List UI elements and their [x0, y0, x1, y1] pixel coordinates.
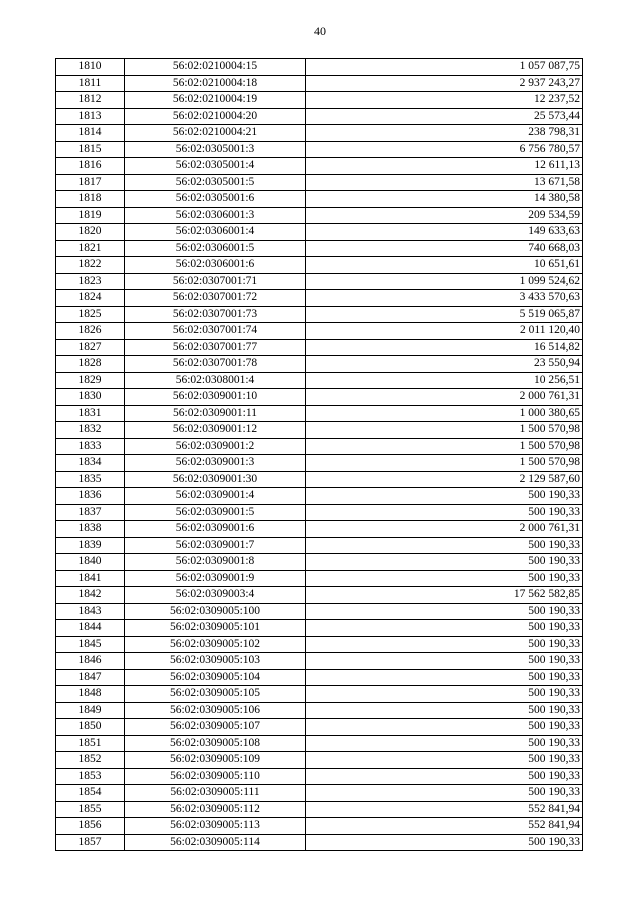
table-row [56, 422, 583, 439]
table-row [56, 273, 583, 290]
table-row [56, 570, 583, 587]
table-row [56, 455, 583, 472]
cadastral-number-cell: 56:02:0309001:7 [125, 537, 306, 554]
row-number-cell: 1854 [56, 785, 125, 802]
cadastral-value-cell: 500 190,33 [306, 752, 583, 769]
table-row [56, 372, 583, 389]
table-row [56, 191, 583, 208]
row-number-cell: 1822 [56, 257, 125, 274]
cadastral-number-cell: 56:02:0309001:9 [125, 570, 306, 587]
table-row [56, 785, 583, 802]
row-number-cell: 1814 [56, 125, 125, 142]
cadastral-number-cell: 56:02:0307001:77 [125, 339, 306, 356]
cadastral-number-cell: 56:02:0306001:5 [125, 240, 306, 257]
cadastral-value-cell: 12 237,52 [306, 92, 583, 109]
row-number-cell: 1827 [56, 339, 125, 356]
cadastral-value-cell: 500 190,33 [306, 719, 583, 736]
cadastral-number-cell: 56:02:0308001:4 [125, 372, 306, 389]
cadastral-number-cell: 56:02:0309001:11 [125, 405, 306, 422]
cadastral-value-cell: 740 668,03 [306, 240, 583, 257]
page-number: 40 [314, 24, 326, 38]
cadastral-number-cell: 56:02:0309005:105 [125, 686, 306, 703]
row-number-cell: 1837 [56, 504, 125, 521]
cadastral-number-cell: 56:02:0309001:12 [125, 422, 306, 439]
table-row [56, 389, 583, 406]
table-row [56, 240, 583, 257]
cadastral-number-cell: 56:02:0309005:111 [125, 785, 306, 802]
row-number-cell: 1835 [56, 471, 125, 488]
cadastral-number-cell: 56:02:0309001:8 [125, 554, 306, 571]
row-number-cell: 1853 [56, 768, 125, 785]
cadastral-value-cell: 2 129 587,60 [306, 471, 583, 488]
row-number-cell: 1842 [56, 587, 125, 604]
cadastral-number-cell: 56:02:0305001:4 [125, 158, 306, 175]
cadastral-value-cell: 500 190,33 [306, 669, 583, 686]
cadastral-number-cell: 56:02:0305001:5 [125, 174, 306, 191]
cadastral-number-cell: 56:02:0309005:100 [125, 603, 306, 620]
table-row [56, 339, 583, 356]
cadastral-value-cell: 500 190,33 [306, 504, 583, 521]
cadastral-value-cell: 500 190,33 [306, 636, 583, 653]
row-number-cell: 1850 [56, 719, 125, 736]
row-number-cell: 1843 [56, 603, 125, 620]
cadastral-value-cell: 500 190,33 [306, 570, 583, 587]
table-row [56, 521, 583, 538]
cadastral-number-cell: 56:02:0309003:4 [125, 587, 306, 604]
cadastral-number-cell: 56:02:0309005:110 [125, 768, 306, 785]
cadastral-value-cell: 1 099 524,62 [306, 273, 583, 290]
table-row [56, 174, 583, 191]
row-number-cell: 1839 [56, 537, 125, 554]
cadastral-value-cell: 500 190,33 [306, 488, 583, 505]
cadastral-value-cell: 12 611,13 [306, 158, 583, 175]
table-row [56, 405, 583, 422]
cadastral-number-cell: 56:02:0307001:71 [125, 273, 306, 290]
cadastral-number-cell: 56:02:0309001:30 [125, 471, 306, 488]
cadastral-value-cell: 500 190,33 [306, 702, 583, 719]
cadastral-value-cell: 1 057 087,75 [306, 59, 583, 76]
table-row [56, 108, 583, 125]
table-row [56, 75, 583, 92]
cadastral-number-cell: 56:02:0309001:10 [125, 389, 306, 406]
row-number-cell: 1838 [56, 521, 125, 538]
cadastral-number-cell: 56:02:0306001:4 [125, 224, 306, 241]
row-number-cell: 1832 [56, 422, 125, 439]
cadastral-number-cell: 56:02:0309001:6 [125, 521, 306, 538]
cadastral-number-cell: 56:02:0309001:3 [125, 455, 306, 472]
cadastral-number-cell: 56:02:0309005:114 [125, 834, 306, 851]
cadastral-number-cell: 56:02:0210004:15 [125, 59, 306, 76]
cadastral-number-cell: 56:02:0307001:72 [125, 290, 306, 307]
cadastral-number-cell: 56:02:0307001:73 [125, 306, 306, 323]
table-row [56, 735, 583, 752]
table-body [56, 59, 583, 851]
cadastral-number-cell: 56:02:0309005:109 [125, 752, 306, 769]
cadastral-value-cell: 1 500 570,98 [306, 422, 583, 439]
row-number-cell: 1815 [56, 141, 125, 158]
cadastral-number-cell: 56:02:0210004:19 [125, 92, 306, 109]
row-number-cell: 1829 [56, 372, 125, 389]
cadastral-value-cell: 500 190,33 [306, 653, 583, 670]
cadastral-value-cell: 16 514,82 [306, 339, 583, 356]
table-row [56, 224, 583, 241]
cadastral-value-cell: 500 190,33 [306, 554, 583, 571]
row-number-cell: 1857 [56, 834, 125, 851]
cadastral-number-cell: 56:02:0305001:6 [125, 191, 306, 208]
table-row [56, 818, 583, 835]
row-number-cell: 1841 [56, 570, 125, 587]
row-number-cell: 1825 [56, 306, 125, 323]
row-number-cell: 1851 [56, 735, 125, 752]
table-row [56, 438, 583, 455]
cadastral-value-cell: 1 500 570,98 [306, 438, 583, 455]
row-number-cell: 1846 [56, 653, 125, 670]
table-row [56, 356, 583, 373]
table-row [56, 719, 583, 736]
row-number-cell: 1824 [56, 290, 125, 307]
cadastral-number-cell: 56:02:0309001:5 [125, 504, 306, 521]
table-row [56, 92, 583, 109]
cadastral-value-cell: 500 190,33 [306, 686, 583, 703]
cadastral-value-cell: 1 000 380,65 [306, 405, 583, 422]
row-number-cell: 1855 [56, 801, 125, 818]
row-number-cell: 1810 [56, 59, 125, 76]
cadastral-number-cell: 56:02:0210004:18 [125, 75, 306, 92]
table-row [56, 603, 583, 620]
table-row [56, 768, 583, 785]
table-row [56, 686, 583, 703]
row-number-cell: 1826 [56, 323, 125, 340]
row-number-cell: 1830 [56, 389, 125, 406]
row-number-cell: 1833 [56, 438, 125, 455]
row-number-cell: 1820 [56, 224, 125, 241]
row-number-cell: 1817 [56, 174, 125, 191]
cadastral-value-cell: 6 756 780,57 [306, 141, 583, 158]
cadastral-number-cell: 56:02:0309005:103 [125, 653, 306, 670]
cadastral-number-cell: 56:02:0309001:2 [125, 438, 306, 455]
table-row [56, 834, 583, 851]
cadastral-value-cell: 149 633,63 [306, 224, 583, 241]
table-row [56, 504, 583, 521]
cadastral-value-cell: 10 256,51 [306, 372, 583, 389]
table-row [56, 636, 583, 653]
cadastral-value-cell: 25 573,44 [306, 108, 583, 125]
cadastral-value-cell: 23 550,94 [306, 356, 583, 373]
row-number-cell: 1823 [56, 273, 125, 290]
table-row [56, 323, 583, 340]
cadastral-value-cell: 500 190,33 [306, 768, 583, 785]
cadastral-value-cell: 2 011 120,40 [306, 323, 583, 340]
cadastral-value-cell: 238 798,31 [306, 125, 583, 142]
row-number-cell: 1856 [56, 818, 125, 835]
row-number-cell: 1831 [56, 405, 125, 422]
table-row [56, 290, 583, 307]
cadastral-value-cell: 500 190,33 [306, 620, 583, 637]
cadastral-number-cell: 56:02:0210004:20 [125, 108, 306, 125]
cadastral-value-cell: 500 190,33 [306, 537, 583, 554]
table-row [56, 702, 583, 719]
cadastral-value-cell: 500 190,33 [306, 735, 583, 752]
cadastral-number-cell: 56:02:0309005:112 [125, 801, 306, 818]
table-row [56, 207, 583, 224]
table-row [56, 537, 583, 554]
table-row [56, 306, 583, 323]
cadastral-number-cell: 56:02:0309005:101 [125, 620, 306, 637]
cadastral-value-cell: 10 651,61 [306, 257, 583, 274]
cadastral-number-cell: 56:02:0309005:102 [125, 636, 306, 653]
cadastral-number-cell: 56:02:0309001:4 [125, 488, 306, 505]
cadastral-number-cell: 56:02:0309005:107 [125, 719, 306, 736]
row-number-cell: 1852 [56, 752, 125, 769]
cadastral-value-cell: 17 562 582,85 [306, 587, 583, 604]
table-row [56, 59, 583, 76]
cadastral-number-cell: 56:02:0309005:108 [125, 735, 306, 752]
row-number-cell: 1821 [56, 240, 125, 257]
cadastral-value-cell: 552 841,94 [306, 801, 583, 818]
cadastral-value-cell: 500 190,33 [306, 834, 583, 851]
cadastral-value-cell: 14 380,58 [306, 191, 583, 208]
cadastral-number-cell: 56:02:0306001:3 [125, 207, 306, 224]
row-number-cell: 1828 [56, 356, 125, 373]
cadastral-value-cell: 2 000 761,31 [306, 521, 583, 538]
row-number-cell: 1844 [56, 620, 125, 637]
row-number-cell: 1849 [56, 702, 125, 719]
row-number-cell: 1816 [56, 158, 125, 175]
row-number-cell: 1811 [56, 75, 125, 92]
cadastral-number-cell: 56:02:0306001:6 [125, 257, 306, 274]
table-row [56, 752, 583, 769]
row-number-cell: 1818 [56, 191, 125, 208]
row-number-cell: 1848 [56, 686, 125, 703]
cadastral-number-cell: 56:02:0309005:104 [125, 669, 306, 686]
cadastral-number-cell: 56:02:0307001:74 [125, 323, 306, 340]
row-number-cell: 1840 [56, 554, 125, 571]
cadastral-value-cell: 552 841,94 [306, 818, 583, 835]
table-row [56, 471, 583, 488]
table-row [56, 141, 583, 158]
row-number-cell: 1813 [56, 108, 125, 125]
cadastral-value-cell: 2 937 243,27 [306, 75, 583, 92]
table-row [56, 125, 583, 142]
row-number-cell: 1847 [56, 669, 125, 686]
cadastral-value-cell: 500 190,33 [306, 603, 583, 620]
row-number-cell: 1812 [56, 92, 125, 109]
table-row [56, 801, 583, 818]
cadastral-number-cell: 56:02:0309005:106 [125, 702, 306, 719]
row-number-cell: 1845 [56, 636, 125, 653]
table-row [56, 653, 583, 670]
row-number-cell: 1836 [56, 488, 125, 505]
cadastral-number-cell: 56:02:0210004:21 [125, 125, 306, 142]
row-number-cell: 1834 [56, 455, 125, 472]
row-number-cell: 1819 [56, 207, 125, 224]
table-row [56, 488, 583, 505]
cadastral-value-table [55, 58, 583, 851]
table-row [56, 158, 583, 175]
table-row [56, 620, 583, 637]
cadastral-value-cell: 3 433 570,63 [306, 290, 583, 307]
table-row [56, 669, 583, 686]
table-row [56, 257, 583, 274]
cadastral-number-cell: 56:02:0309005:113 [125, 818, 306, 835]
cadastral-value-cell: 500 190,33 [306, 785, 583, 802]
table-row [56, 554, 583, 571]
table-row [56, 587, 583, 604]
cadastral-number-cell: 56:02:0307001:78 [125, 356, 306, 373]
cadastral-number-cell: 56:02:0305001:3 [125, 141, 306, 158]
cadastral-value-cell: 5 519 065,87 [306, 306, 583, 323]
cadastral-value-cell: 13 671,58 [306, 174, 583, 191]
cadastral-value-cell: 1 500 570,98 [306, 455, 583, 472]
cadastral-value-cell: 2 000 761,31 [306, 389, 583, 406]
cadastral-value-cell: 209 534,59 [306, 207, 583, 224]
